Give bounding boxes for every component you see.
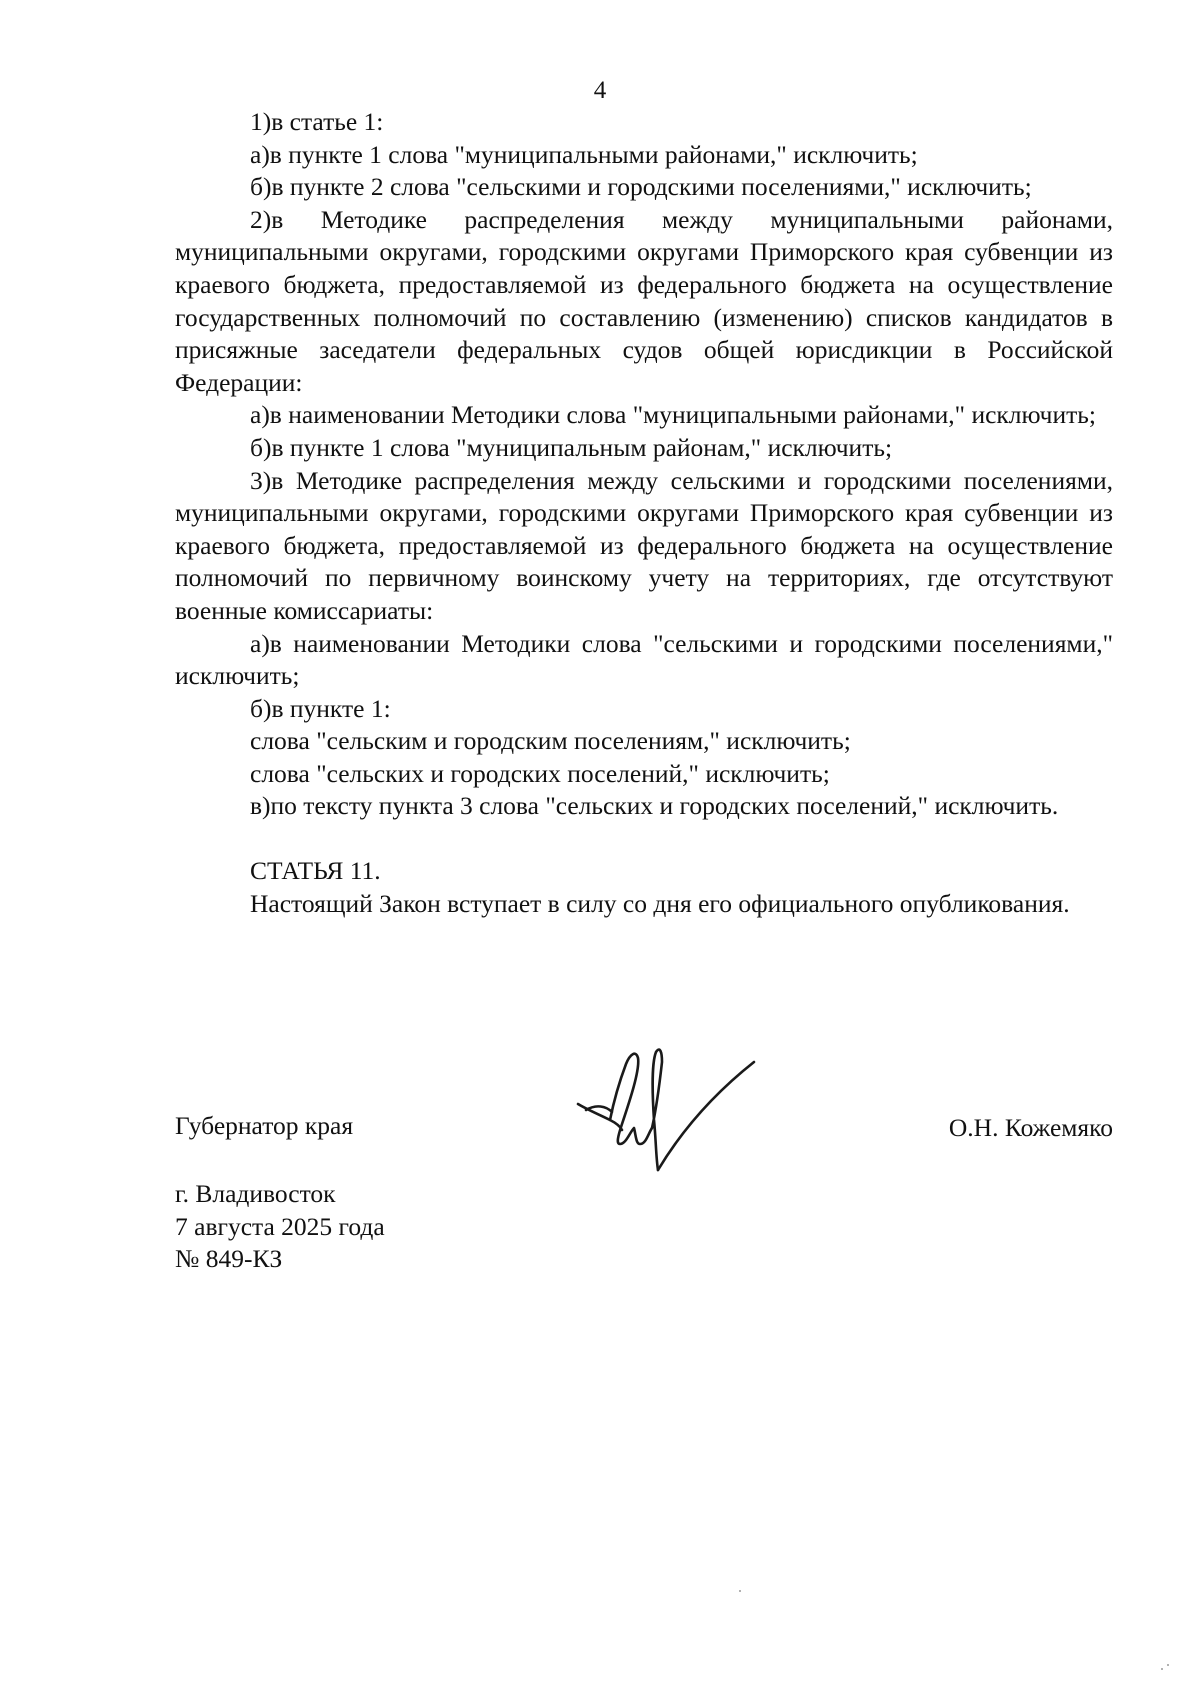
signer-name: О.Н. Кожемяко: [948, 1113, 1113, 1142]
article-title: СТАТЬЯ 11.: [250, 856, 381, 886]
handwritten-signature: [576, 1040, 758, 1180]
footer-city: г. Владивосток: [175, 1179, 336, 1208]
paragraph-3c: в)по тексту пункта 3 слова "сельских и городских поселений," исключить.: [250, 791, 1059, 821]
scan-speck: [1161, 1668, 1163, 1670]
paragraph-2a: а)в наименовании Методики слова "муниципальными районами," исключить;: [250, 400, 1096, 430]
paragraph-2b: б)в пункте 1 слова "муниципальным районам," исключить;: [250, 432, 893, 462]
paragraph-1a: а)в пункте 1 слова "муниципальными районами," исключить;: [250, 139, 918, 169]
document-body: [175, 106, 1113, 920]
paragraph-1b: б)в пункте 2 слова "сельскими и городскими поселениями," исключить;: [250, 172, 1032, 202]
signer-title: Губернатор края: [175, 1111, 354, 1140]
scan-speck: [739, 1590, 741, 1592]
paragraph-3a: а)в наименовании Методики слова "сельскими и городскими поселениями," исключить;: [175, 628, 1113, 691]
paragraph-1: 1)в статье 1:: [250, 107, 384, 136]
paragraph-3b: б)в пункте 1:: [250, 693, 391, 723]
page-number: 4: [593, 77, 607, 104]
paragraph-2: 2)в Методике распределения между муниципальными районами, муниципальными округами, городскими округами Приморского края субвенции из краевого бюджета, предоставляемой из федерального бюджета на осуществление государственных полномочий по составлению (изменению) списков кандидатов в присяжные заседатели федеральных судов общей юрисдикции в Российской Федерации:: [175, 204, 1113, 397]
footer-number: № 849-КЗ: [175, 1244, 283, 1273]
paragraph-3b-line-1: слова "сельским и городским поселениям," исключить;: [250, 726, 851, 756]
article-text: Настоящий Закон вступает в силу со дня его официального опубликования.: [250, 888, 1070, 918]
scan-speck: [1167, 1664, 1169, 1666]
footer-block: [175, 1178, 385, 1276]
paragraph-3: 3)в Методике распределения между сельскими и городскими поселениями, муниципальными округами, городскими округами Приморского края субвенции из краевого бюджета, предоставляемой из федерального бюджета на осуществление полномочий по первичному воинскому учету на территориях, где отсутствуют военные комиссариаты:: [175, 465, 1113, 625]
paragraph-3b-line-2: слова "сельских и городских поселений," исключить;: [250, 758, 830, 788]
footer-date: 7 августа 2025 года: [175, 1211, 385, 1241]
